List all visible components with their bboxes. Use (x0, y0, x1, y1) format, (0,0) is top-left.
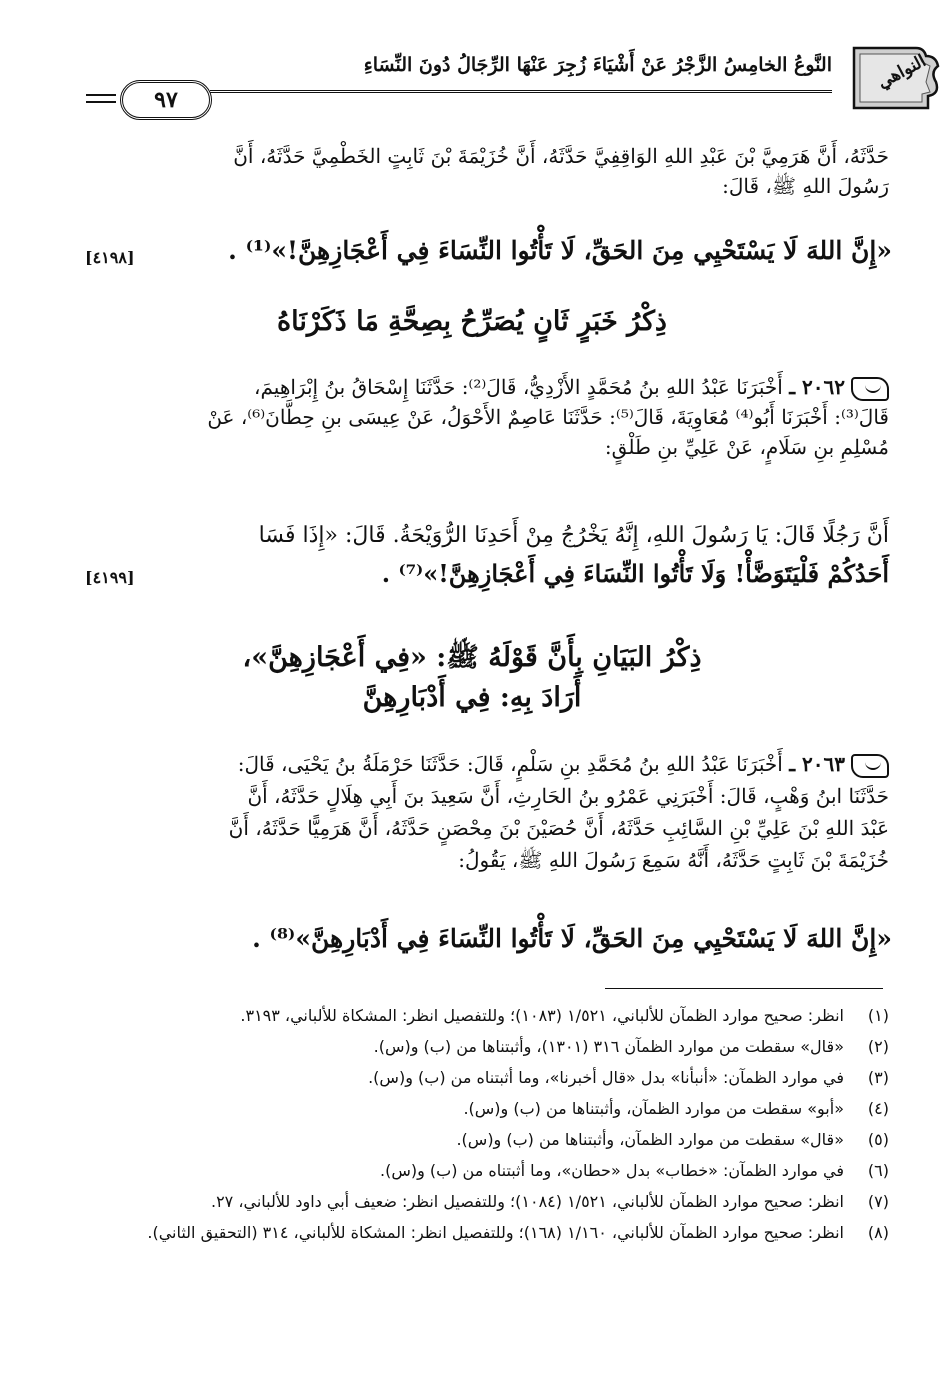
page-header (86, 40, 942, 125)
section-heading-2-line-2: أَرَادَ بِهِ: فِي أَدْبَارِهِنَّ (362, 682, 582, 713)
header-left-rules (86, 94, 116, 108)
text-line: مُسْلِمِ بنِ سَلَامٍ، عَنْ عَلِيِّ بنِ طَلْقٍ: (604, 435, 889, 459)
badge-label: النواهي (874, 51, 930, 93)
hadith-text-1: «إِنَّ اللهَ لَا يَسْتَحْيِي مِنَ الحَقِّ، لَا تَأْتُوا النِّسَاءَ فِي أَعْجَازِهِنَّ!»⁽¹⁾ . (228, 236, 892, 265)
hadith-2062-matn (81, 517, 889, 593)
footnote-item: (٣) في موارد الظمآن: «أنبأنا» بدل «قال أخبرنا»، وما أثبتناه من (ب) و(س). (368, 1068, 889, 1087)
footnote-item: (٨) انظر: صحيح موارد الظمآن للألباني، ١/١٦٠ (١٦٨)؛ وللتفصيل انظر: المشكاة للألباني، ٣١٤ (التحقيق الثاني). (147, 1223, 889, 1242)
hadith-text-3: «إِنَّ اللهَ لَا يَسْتَحْيِي مِنَ الحَقِّ، لَا تَأْتُوا النِّسَاءَ فِي أَدْبَارِهِنَّ»⁽⁸⁾ . (252, 924, 892, 953)
text-line: حَدَّثَهُ، أَنَّ هَرَمِيَّ بْنَ عَبْدِ اللهِ الوَاقِفِيَّ حَدَّثَهُ، أَنَّ خُزَيْمَةَ بْنَ ثَابِتٍ الخَطْمِيَّ حَدَّثَهُ، أَنَّ (233, 144, 889, 168)
text-line: عَبْدَ اللهِ بْنَ عَلِيِّ بْنِ السَّائِبِ حَدَّثَهُ، أَنَّ حُصَيْنَ بْنَ مِحْصَنٍ حَدَّثَهُ، أَنَّ هَرَمِيًّا حَدَّثَهُ، أَنَّ (228, 816, 889, 840)
reference-number-1: [٤١٩٨] (85, 248, 135, 267)
footnotes (81, 1000, 889, 1248)
hadith-marker-icon (851, 377, 889, 401)
footnote-item: (٦) في موارد الظمآن: «خطاب» بدل «حطان»، وما أثبتناه من (ب) و(س). (379, 1161, 889, 1180)
text-line: رَسُولَ اللهِ ﷺ، قَالَ: (722, 174, 889, 198)
paragraph-1 (81, 141, 889, 201)
header-rule (210, 90, 832, 93)
section-heading-1: ذِكْرُ خَبَرٍ ثَانٍ يُصَرِّحُ بِصِحَّةِ مَا ذَكَرْنَاهُ (277, 306, 667, 337)
hadith-2063-isnad (81, 748, 889, 876)
reference-number-2: [٤١٩٩] (85, 568, 135, 587)
running-title: النَّوعُ الخامِسُ الزَّجْرُ عَنْ أَشْيَاءَ زُجِرَ عَنْهَا الرِّجَالُ دُونَ النِّسَاءِ (363, 54, 832, 76)
text-line: خُزَيْمَةَ بْنَ ثَابِتٍ حَدَّثَهُ، أَنَّهُ سَمِعَ رَسُولَ اللهِ ﷺ، يَقُولُ: (458, 848, 889, 872)
text-line: أَحَدُكُمْ فَلْيَتَوَضَّأْ! وَلَا تَأْتُوا النِّسَاءَ فِي أَعْجَازِهِنَّ!»⁽⁷⁾ . (381, 559, 889, 588)
hadith-number: ٢٠٦٢ ـ (789, 375, 845, 399)
text-line: حَدَّثَنَا ابنُ وَهْبٍ، قَالَ: أَخْبَرَنِي عَمْرُو بنُ الحَارِثِ، أَنَّ سَعِيدَ بنَ أَبِي هِلَالٍ حَدَّثَهُ، أَنَّ (247, 784, 889, 808)
footnote-item: (٤) «أبو» سقطت من موارد الظمآن، وأثبتناها من (ب) و(س). (463, 1099, 889, 1118)
footnote-item: (٥) «قال» سقطت من موارد الظمآن، وأثبتناها من (ب) و(س). (456, 1130, 889, 1149)
footnote-separator (605, 988, 883, 989)
hadith-2062-isnad (81, 372, 889, 462)
page-number: ٩٧ (120, 80, 212, 120)
footnote-item: (٢) «قال» سقطت من موارد الظمآن ٣١٦ (١٣٠١)، وأثبتناها من (ب) و(س). (373, 1037, 889, 1056)
text-line: ٢٠٦٣ ـ أَخْبَرَنَا عَبْدُ اللهِ بنُ مُحَمَّدِ بنِ سَلْمٍ، قَالَ: حَدَّثَنَا حَرْمَلَةُ بنُ يَحْيَى، قَالَ: (81, 748, 889, 780)
footnote-item: (٧) انظر: صحيح موارد الظمآن للألباني، ١/٥٢١ (١٠٨٤)؛ وللتفصيل انظر: ضعيف أبي داود للألباني، ٢٧. (210, 1192, 889, 1211)
hadith-number: ٢٠٦٣ ـ (789, 752, 845, 776)
hadith-marker-icon (851, 754, 889, 778)
text-line: ٢٠٦٢ ـ أَخْبَرَنَا عَبْدُ اللهِ بنُ مُحَمَّدٍ الأَزْدِيُّ، قَالَ⁽²⁾: حَدَّثَنَا إِسْحَاقُ بنُ إِبْرَاهِيمَ، (81, 372, 889, 402)
section-heading-2: ذِكْرُ البَيَانِ بِأَنَّ قَوْلَهُ ﷺ: «فِي أَعْجَازِهِنَّ»، (242, 642, 702, 673)
text-line: أَنَّ رَجُلًا قَالَ: يَا رَسُولَ اللهِ، إِنَّهُ يَخْرُجُ مِنْ أَحَدِنَا الرُّوَيْحَةُ. قَالَ: «إِذَا فَسَا (258, 523, 889, 548)
text-line: قَالَ⁽³⁾: أَخْبَرَنَا أَبُو⁽⁴⁾ مُعَاوِيَةَ، قَالَ⁽⁵⁾: حَدَّثَنَا عَاصِمٌ الأَحْوَلُ، عَنْ عِيسَى بنِ حِطَّانَ⁽⁶⁾، عَنْ (207, 405, 889, 429)
footnote-item: (١) انظر: صحيح موارد الظمآن للألباني، ١/٥٢١ (١٠٨٣)؛ وللتفصيل انظر: المشكاة للألباني، ٣١٩٣. (240, 1006, 889, 1025)
